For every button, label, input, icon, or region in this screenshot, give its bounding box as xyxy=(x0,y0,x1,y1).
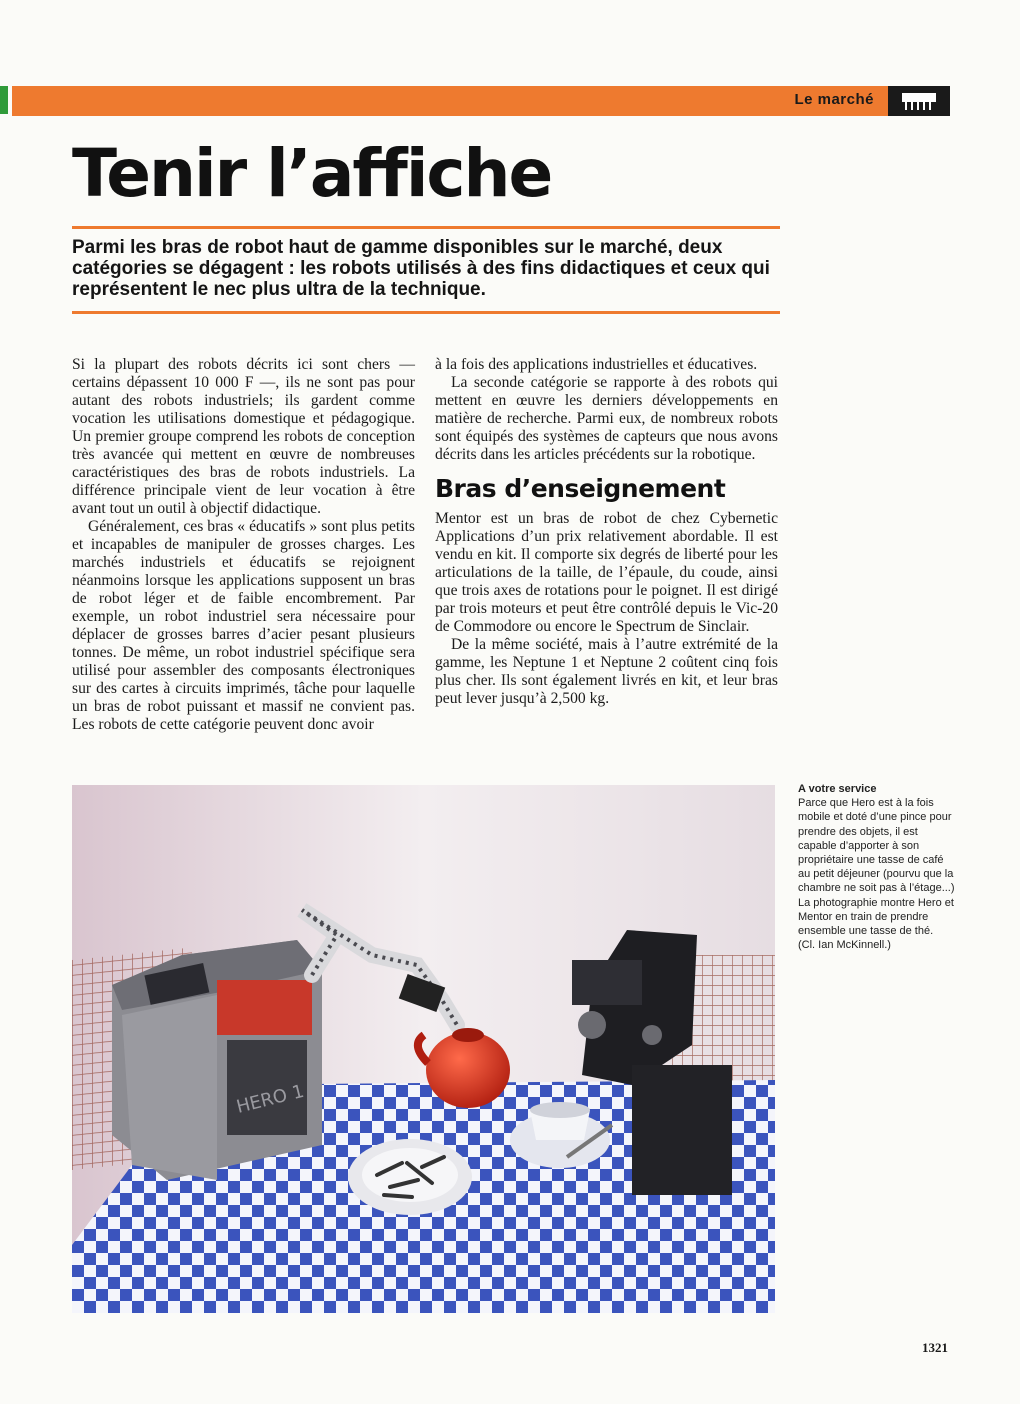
section-header-band xyxy=(12,86,950,116)
intro-top-rule xyxy=(72,226,780,229)
caption-title: A votre service xyxy=(798,783,877,795)
section-subheading: Bras d’enseignement xyxy=(435,474,726,503)
hero-label: HERO 1 xyxy=(234,1080,307,1118)
photo-credit: (Cl. Ian McKinnell.) xyxy=(798,939,891,952)
body-paragraph: Si la plupart des robots décrits ici sont chers — certains dépassent 10 000 F —, ils ne sont pas pour autant des robots industriels; ils gardent comme vocation les utilisations domestique et pédagogique. Un premier groupe comprend les robots de conception très avancée qui mettent en œuvre de nombreuses caractéristiques des bras de robots industriels. La différence principale vient de leur vocation à être avant tout un outil à objectif didactique. xyxy=(72,356,415,517)
intro-bottom-rule xyxy=(72,311,780,314)
body-paragraph: Mentor est un bras de robot de chez Cybernetic Applications d’un prix relativement abordable. Il est vendu en kit. Il comporte six degrés de liberté pour les articulations de la taille, de l’épaule, du coude, ainsi que trois axes de rotations pour le poignet. Il est dirigé par trois moteurs et peut être contrôlé depuis le Vic-20 de Commodore ou encore le Spectrum de Sinclair. xyxy=(435,510,778,635)
edge-marker xyxy=(0,86,8,114)
caption-text: Parce que Hero est à la fois mobile et doté d’une pince pour prendre des objets, il est capable d’apporter à son propriétaire une tasse de café au petit déjeuner (pourvu que la chambre ne soit pas à l’étage...) La photographie montre Hero et Mentor en train de prendre ensemble une tasse de thé. xyxy=(798,797,955,938)
chip-icon xyxy=(888,86,950,116)
robots-photo xyxy=(72,785,775,1313)
article-intro: Parmi les bras de robot haut de gamme disponibles sur le marché, deux catégories se dégagent : les robots utilisés à des fins didactiques et ceux qui représentent le nec plus ultra de la technique. xyxy=(72,237,770,300)
body-paragraph: De la même société, mais à l’autre extrémité de la gamme, les Neptune 1 et Neptune 2 coûtent cinq fois plus cher. Ils sont également livrés en kit, et leur bras peut lever jusqu’à 2,500 kg. xyxy=(435,636,778,707)
page-number: 1321 xyxy=(922,1340,948,1355)
body-paragraph: La seconde catégorie se rapporte à des robots qui mettent en œuvre les derniers développements en matière de recherche. Parmi eux, de nombreux robots sont équipés des systèmes de capteurs que nous avons décrits dans les articles précédents sur la robotique. xyxy=(435,374,778,463)
body-column-1 xyxy=(72,356,415,734)
section-label: Le marché xyxy=(794,91,874,108)
body-column-2 xyxy=(435,356,778,708)
article-title: Tenir l’affiche xyxy=(72,135,552,212)
body-paragraph: Généralement, ces bras « éducatifs » sont plus petits et incapables de manipuler de grosses charges. Les marchés industriels et éducatifs se rejoignent néanmoins lorsque les applications supposent un bras de robot léger et de faible encombrement. Par exemple, un robot industriel sera nécessaire pour déplacer de grosses barres d’acier pesant plusieurs tonnes. De même, un robot industriel spécifique sera utilisé pour assembler des composants électroniques sur des cartes à circuits imprimés, tâche pour laquelle un bras de robot puissant et massif ne convient pas. Les robots de cette catégorie peuvent donc avoir xyxy=(72,518,415,733)
photo-caption xyxy=(798,782,958,952)
body-paragraph: à la fois des applications industrielles et éducatives. xyxy=(435,356,758,373)
plate-of-screws xyxy=(348,1139,472,1215)
